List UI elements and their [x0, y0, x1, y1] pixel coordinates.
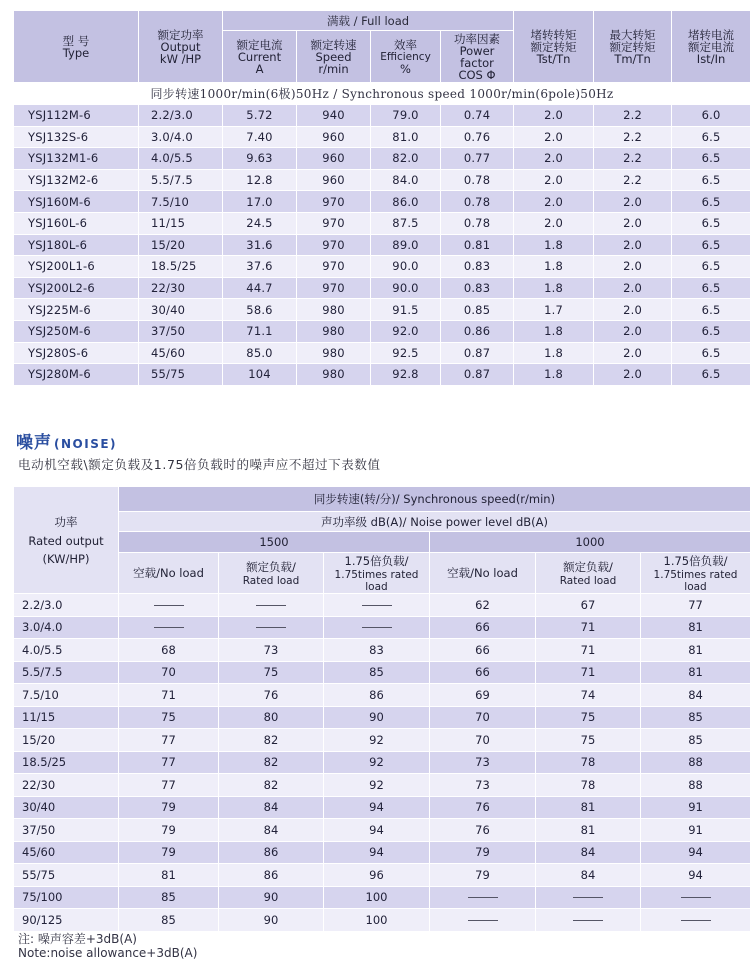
dash-line — [468, 897, 498, 898]
noise-value-cell: 71 — [536, 639, 641, 662]
table-row — [14, 684, 750, 707]
speed-cell: 980 — [297, 320, 371, 342]
noise-value-cell: 81 — [536, 819, 641, 842]
empty-cell — [324, 594, 430, 617]
max-torque-cell: 2.0 — [594, 364, 672, 386]
locked-torque-cell: 2.0 — [514, 169, 594, 191]
model-cell: YSJ180L-6 — [14, 234, 139, 256]
noise-value-cell: 85 — [641, 729, 750, 752]
power-factor-cell: 0.74 — [441, 105, 514, 127]
power-factor-cell: 0.87 — [441, 342, 514, 364]
header-locked-current: 堵转电流 额定电流 Ist/In — [672, 11, 750, 83]
dash-line — [154, 605, 184, 606]
noise-value-cell: 77 — [119, 729, 219, 752]
locked-current-cell: 6.5 — [672, 364, 750, 386]
noise-value-cell: 79 — [430, 841, 536, 864]
noise-value-cell: 73 — [430, 751, 536, 774]
max-torque-cell: 2.2 — [594, 169, 672, 191]
noise-value-cell: 94 — [324, 796, 430, 819]
output-cell: 3.0/4.0 — [139, 126, 223, 148]
output-cell: 11/15 — [139, 212, 223, 234]
model-cell: YSJ280M-6 — [14, 364, 139, 386]
table-row — [14, 342, 750, 364]
max-torque-cell: 2.0 — [594, 342, 672, 364]
noise-value-cell: 82 — [219, 774, 324, 797]
locked-current-cell: 6.5 — [672, 212, 750, 234]
header-power-factor: 功率因素 Power factor COS Φ — [441, 31, 514, 83]
efficiency-cell: 90.0 — [371, 256, 441, 278]
current-cell: 5.72 — [223, 105, 297, 127]
noise-value-cell: 73 — [430, 774, 536, 797]
table-row — [14, 594, 750, 617]
efficiency-cell: 92.8 — [371, 364, 441, 386]
power-cell: 55/75 — [14, 864, 119, 887]
efficiency-cell: 81.0 — [371, 126, 441, 148]
header-rated-load-1500: 额定负载/ Rated load — [219, 553, 324, 594]
speed-cell: 970 — [297, 256, 371, 278]
power-factor-cell: 0.78 — [441, 212, 514, 234]
table-row — [14, 256, 750, 278]
locked-torque-cell: 2.0 — [514, 191, 594, 213]
power-cell: 2.2/3.0 — [14, 594, 119, 617]
header-full-load: 满载 / Full load — [223, 11, 514, 31]
noise-subtitle: 电动机空载\额定负载及1.75倍负载时的噪声应不超过下表数值 — [18, 457, 381, 472]
power-factor-cell: 0.78 — [441, 169, 514, 191]
current-cell: 104 — [223, 364, 297, 386]
noise-value-cell: 79 — [119, 819, 219, 842]
locked-current-cell: 6.5 — [672, 342, 750, 364]
noise-value-cell: 78 — [536, 774, 641, 797]
noise-value-cell: 86 — [324, 684, 430, 707]
performance-table-body — [14, 83, 750, 386]
current-cell: 17.0 — [223, 191, 297, 213]
current-cell: 12.8 — [223, 169, 297, 191]
empty-cell — [324, 616, 430, 639]
header-no-load-1000: 空载/No load — [430, 553, 536, 594]
speed-cell: 980 — [297, 342, 371, 364]
noise-value-cell: 82 — [219, 729, 324, 752]
current-cell: 24.5 — [223, 212, 297, 234]
noise-table-body — [14, 594, 750, 932]
max-torque-cell: 2.0 — [594, 299, 672, 321]
noise-value-cell: 80 — [219, 706, 324, 729]
performance-table — [13, 10, 750, 386]
dash-line — [362, 605, 392, 606]
empty-cell — [219, 616, 324, 639]
locked-torque-cell: 2.0 — [514, 148, 594, 170]
dash-line — [681, 897, 711, 898]
noise-value-cell: 94 — [641, 841, 750, 864]
speed-cell: 970 — [297, 212, 371, 234]
model-cell: YSJ200L1-6 — [14, 256, 139, 278]
noise-value-cell: 62 — [430, 594, 536, 617]
locked-torque-cell: 1.8 — [514, 320, 594, 342]
table-row — [14, 191, 750, 213]
noise-value-cell: 81 — [641, 616, 750, 639]
output-cell: 22/30 — [139, 277, 223, 299]
empty-cell — [536, 909, 641, 932]
noise-value-cell: 91 — [641, 796, 750, 819]
output-cell: 30/40 — [139, 299, 223, 321]
noise-value-cell: 100 — [324, 886, 430, 909]
header-current: 额定电流 Current A — [223, 31, 297, 83]
output-cell: 5.5/7.5 — [139, 169, 223, 191]
speed-cell: 940 — [297, 105, 371, 127]
output-cell: 37/50 — [139, 320, 223, 342]
table-row — [14, 864, 750, 887]
table-row — [14, 796, 750, 819]
noise-value-cell: 88 — [641, 774, 750, 797]
empty-cell — [641, 909, 750, 932]
noise-value-cell: 84 — [641, 684, 750, 707]
noise-value-cell: 79 — [119, 841, 219, 864]
noise-value-cell: 74 — [536, 684, 641, 707]
table-row — [14, 364, 750, 386]
table-row — [14, 751, 750, 774]
locked-current-cell: 6.5 — [672, 148, 750, 170]
empty-cell — [641, 886, 750, 909]
noise-table — [13, 486, 750, 932]
noise-value-cell: 66 — [430, 639, 536, 662]
header-times-load-1000: 1.75倍负载/ 1.75times rated load — [641, 553, 750, 594]
empty-cell — [119, 594, 219, 617]
max-torque-cell: 2.2 — [594, 105, 672, 127]
note-zh: 注: 噪声容差+3dB(A) — [18, 932, 137, 946]
speed-cell: 960 — [297, 126, 371, 148]
noise-value-cell: 73 — [219, 639, 324, 662]
noise-title — [16, 428, 117, 453]
current-cell: 31.6 — [223, 234, 297, 256]
power-cell: 18.5/25 — [14, 751, 119, 774]
header-efficiency: 效率 Efficiency % — [371, 31, 441, 83]
noise-value-cell: 70 — [430, 729, 536, 752]
locked-current-cell: 6.5 — [672, 256, 750, 278]
table-row — [14, 148, 750, 170]
noise-value-cell: 81 — [641, 639, 750, 662]
noise-value-cell: 92 — [324, 751, 430, 774]
noise-value-cell: 70 — [119, 661, 219, 684]
power-cell: 7.5/10 — [14, 684, 119, 707]
speed-cell: 980 — [297, 299, 371, 321]
locked-current-cell: 6.5 — [672, 320, 750, 342]
noise-value-cell: 66 — [430, 661, 536, 684]
locked-torque-cell: 1.8 — [514, 256, 594, 278]
power-cell: 30/40 — [14, 796, 119, 819]
max-torque-cell: 2.0 — [594, 256, 672, 278]
efficiency-cell: 86.0 — [371, 191, 441, 213]
power-cell: 75/100 — [14, 886, 119, 909]
power-factor-cell: 0.77 — [441, 148, 514, 170]
speed-cell: 960 — [297, 148, 371, 170]
dash-line — [573, 920, 603, 921]
noise-value-cell: 76 — [219, 684, 324, 707]
locked-torque-cell: 2.0 — [514, 212, 594, 234]
table-row — [14, 886, 750, 909]
locked-current-cell: 6.5 — [672, 277, 750, 299]
power-cell: 45/60 — [14, 841, 119, 864]
noise-value-cell: 84 — [536, 841, 641, 864]
noise-value-cell: 94 — [324, 819, 430, 842]
header-no-load-1500: 空载/No load — [119, 553, 219, 594]
header-times-load-1500: 1.75倍负载/ 1.75times rated load — [324, 553, 430, 594]
output-cell: 55/75 — [139, 364, 223, 386]
model-cell: YSJ132M1-6 — [14, 148, 139, 170]
table-row — [14, 169, 750, 191]
locked-current-cell: 6.5 — [672, 126, 750, 148]
noise-value-cell: 90 — [219, 909, 324, 932]
locked-torque-cell: 1.8 — [514, 234, 594, 256]
noise-value-cell: 77 — [119, 774, 219, 797]
current-cell: 37.6 — [223, 256, 297, 278]
noise-value-cell: 75 — [536, 729, 641, 752]
max-torque-cell: 2.0 — [594, 212, 672, 234]
power-factor-cell: 0.83 — [441, 256, 514, 278]
power-factor-cell: 0.81 — [441, 234, 514, 256]
dash-line — [256, 605, 286, 606]
header-speed-1000: 1000 — [430, 532, 750, 553]
model-cell: YSJ112M-6 — [14, 105, 139, 127]
noise-value-cell: 88 — [641, 751, 750, 774]
noise-title-zh: 噪声 — [16, 433, 52, 453]
efficiency-cell: 89.0 — [371, 234, 441, 256]
noise-value-cell: 84 — [219, 819, 324, 842]
locked-current-cell: 6.5 — [672, 191, 750, 213]
power-factor-cell: 0.86 — [441, 320, 514, 342]
table-row — [14, 212, 750, 234]
noise-value-cell: 82 — [219, 751, 324, 774]
locked-torque-cell: 2.0 — [514, 105, 594, 127]
model-cell: YSJ160M-6 — [14, 191, 139, 213]
power-cell: 5.5/7.5 — [14, 661, 119, 684]
model-cell: YSJ132M2-6 — [14, 169, 139, 191]
noise-value-cell: 85 — [324, 661, 430, 684]
noise-value-cell: 71 — [536, 661, 641, 684]
table-row — [14, 126, 750, 148]
noise-value-cell: 92 — [324, 774, 430, 797]
noise-value-cell: 94 — [641, 864, 750, 887]
dash-line — [256, 627, 286, 628]
header-type: 型 号 Type — [14, 11, 139, 83]
header-max-torque: 最大转矩 额定转矩 Tm/Tn — [594, 11, 672, 83]
noise-value-cell: 69 — [430, 684, 536, 707]
max-torque-cell: 2.0 — [594, 234, 672, 256]
max-torque-cell: 2.0 — [594, 277, 672, 299]
power-factor-cell: 0.85 — [441, 299, 514, 321]
noise-value-cell: 75 — [119, 706, 219, 729]
power-cell: 37/50 — [14, 819, 119, 842]
power-cell: 90/125 — [14, 909, 119, 932]
noise-value-cell: 81 — [536, 796, 641, 819]
model-cell: YSJ160L-6 — [14, 212, 139, 234]
locked-torque-cell: 1.8 — [514, 277, 594, 299]
dash-line — [468, 920, 498, 921]
noise-value-cell: 85 — [119, 886, 219, 909]
empty-cell — [430, 886, 536, 909]
noise-value-cell: 84 — [536, 864, 641, 887]
model-cell: YSJ280S-6 — [14, 342, 139, 364]
power-cell: 3.0/4.0 — [14, 616, 119, 639]
speed-cell: 970 — [297, 277, 371, 299]
noise-value-cell: 71 — [536, 616, 641, 639]
noise-value-cell: 85 — [641, 706, 750, 729]
locked-torque-cell: 1.7 — [514, 299, 594, 321]
power-cell: 11/15 — [14, 706, 119, 729]
noise-value-cell: 76 — [430, 819, 536, 842]
header-sync-speed: 同步转速(转/分)/ Synchronous speed(r/min) — [119, 487, 750, 512]
noise-value-cell: 85 — [119, 909, 219, 932]
efficiency-cell: 90.0 — [371, 277, 441, 299]
output-cell: 7.5/10 — [139, 191, 223, 213]
noise-value-cell: 83 — [324, 639, 430, 662]
noise-value-cell: 100 — [324, 909, 430, 932]
speed-cell: 970 — [297, 191, 371, 213]
output-cell: 2.2/3.0 — [139, 105, 223, 127]
efficiency-cell: 92.0 — [371, 320, 441, 342]
table-row — [14, 299, 750, 321]
efficiency-cell: 82.0 — [371, 148, 441, 170]
model-cell: YSJ200L2-6 — [14, 277, 139, 299]
noise-value-cell: 81 — [119, 864, 219, 887]
noise-value-cell: 77 — [641, 594, 750, 617]
locked-current-cell: 6.5 — [672, 299, 750, 321]
noise-value-cell: 94 — [324, 841, 430, 864]
efficiency-cell: 79.0 — [371, 105, 441, 127]
noise-value-cell: 84 — [219, 796, 324, 819]
power-cell: 15/20 — [14, 729, 119, 752]
noise-value-cell: 90 — [219, 886, 324, 909]
power-factor-cell: 0.76 — [441, 126, 514, 148]
noise-value-cell: 75 — [219, 661, 324, 684]
model-cell: YSJ132S-6 — [14, 126, 139, 148]
table-row — [14, 616, 750, 639]
noise-value-cell: 96 — [324, 864, 430, 887]
table-row — [14, 909, 750, 932]
locked-current-cell: 6.5 — [672, 169, 750, 191]
empty-cell — [119, 616, 219, 639]
efficiency-cell: 87.5 — [371, 212, 441, 234]
noise-title-en: (NOISE) — [54, 437, 118, 451]
current-cell: 71.1 — [223, 320, 297, 342]
noise-value-cell: 90 — [324, 706, 430, 729]
dash-line — [154, 627, 184, 628]
sync-speed-label: 同步转速1000r/min(6极)50Hz / Synchronous speed 1000r/min(6pole)50Hz — [14, 83, 750, 105]
output-cell: 4.0/5.5 — [139, 148, 223, 170]
table-row — [14, 774, 750, 797]
current-cell: 9.63 — [223, 148, 297, 170]
empty-cell — [219, 594, 324, 617]
noise-value-cell: 91 — [641, 819, 750, 842]
noise-value-cell: 92 — [324, 729, 430, 752]
current-cell: 58.6 — [223, 299, 297, 321]
efficiency-cell: 84.0 — [371, 169, 441, 191]
dash-line — [681, 920, 711, 921]
noise-value-cell: 77 — [119, 751, 219, 774]
dash-line — [362, 627, 392, 628]
table-row — [14, 105, 750, 127]
power-cell: 4.0/5.5 — [14, 639, 119, 662]
empty-cell — [536, 886, 641, 909]
header-rated-load-1000: 额定负载/ Rated load — [536, 553, 641, 594]
efficiency-cell: 92.5 — [371, 342, 441, 364]
header-rated-output: 功率 Rated output (KW/HP) — [14, 487, 119, 594]
header-locked-torque: 堵转转矩 额定转矩 Tst/Tn — [514, 11, 594, 83]
noise-value-cell: 70 — [430, 706, 536, 729]
table-row — [14, 320, 750, 342]
max-torque-cell: 2.0 — [594, 191, 672, 213]
noise-value-cell: 71 — [119, 684, 219, 707]
note-en: Note:noise allowance+3dB(A) — [18, 946, 198, 960]
current-cell: 7.40 — [223, 126, 297, 148]
table-row — [14, 819, 750, 842]
noise-value-cell: 76 — [430, 796, 536, 819]
table-row — [14, 729, 750, 752]
noise-value-cell: 68 — [119, 639, 219, 662]
locked-current-cell: 6.5 — [672, 234, 750, 256]
header-speed: 额定转速 Speed r/min — [297, 31, 371, 83]
noise-value-cell: 86 — [219, 841, 324, 864]
table-row — [14, 661, 750, 684]
noise-value-cell: 79 — [119, 796, 219, 819]
model-cell: YSJ250M-6 — [14, 320, 139, 342]
power-factor-cell: 0.83 — [441, 277, 514, 299]
power-cell: 22/30 — [14, 774, 119, 797]
noise-value-cell: 81 — [641, 661, 750, 684]
header-output: 额定功率 Output kW /HP — [139, 11, 223, 83]
current-cell: 44.7 — [223, 277, 297, 299]
noise-value-cell: 67 — [536, 594, 641, 617]
current-cell: 85.0 — [223, 342, 297, 364]
output-cell: 15/20 — [139, 234, 223, 256]
max-torque-cell: 2.2 — [594, 126, 672, 148]
output-cell: 18.5/25 — [139, 256, 223, 278]
locked-current-cell: 6.0 — [672, 105, 750, 127]
noise-value-cell: 78 — [536, 751, 641, 774]
table-row — [14, 706, 750, 729]
dash-line — [573, 897, 603, 898]
power-factor-cell: 0.87 — [441, 364, 514, 386]
header-speed-1500: 1500 — [119, 532, 430, 553]
model-cell: YSJ225M-6 — [14, 299, 139, 321]
speed-cell: 960 — [297, 169, 371, 191]
output-cell: 45/60 — [139, 342, 223, 364]
max-torque-cell: 2.2 — [594, 148, 672, 170]
noise-value-cell: 86 — [219, 864, 324, 887]
noise-value-cell: 79 — [430, 864, 536, 887]
noise-value-cell: 75 — [536, 706, 641, 729]
header-noise-level: 声功率级 dB(A)/ Noise power level dB(A) — [119, 512, 750, 532]
max-torque-cell: 2.0 — [594, 320, 672, 342]
table-row — [14, 234, 750, 256]
table-row — [14, 841, 750, 864]
noise-value-cell: 66 — [430, 616, 536, 639]
table-row — [14, 277, 750, 299]
locked-torque-cell: 2.0 — [514, 126, 594, 148]
power-factor-cell: 0.78 — [441, 191, 514, 213]
table-row — [14, 639, 750, 662]
empty-cell — [430, 909, 536, 932]
efficiency-cell: 91.5 — [371, 299, 441, 321]
speed-cell: 980 — [297, 364, 371, 386]
locked-torque-cell: 1.8 — [514, 342, 594, 364]
locked-torque-cell: 1.8 — [514, 364, 594, 386]
speed-cell: 970 — [297, 234, 371, 256]
